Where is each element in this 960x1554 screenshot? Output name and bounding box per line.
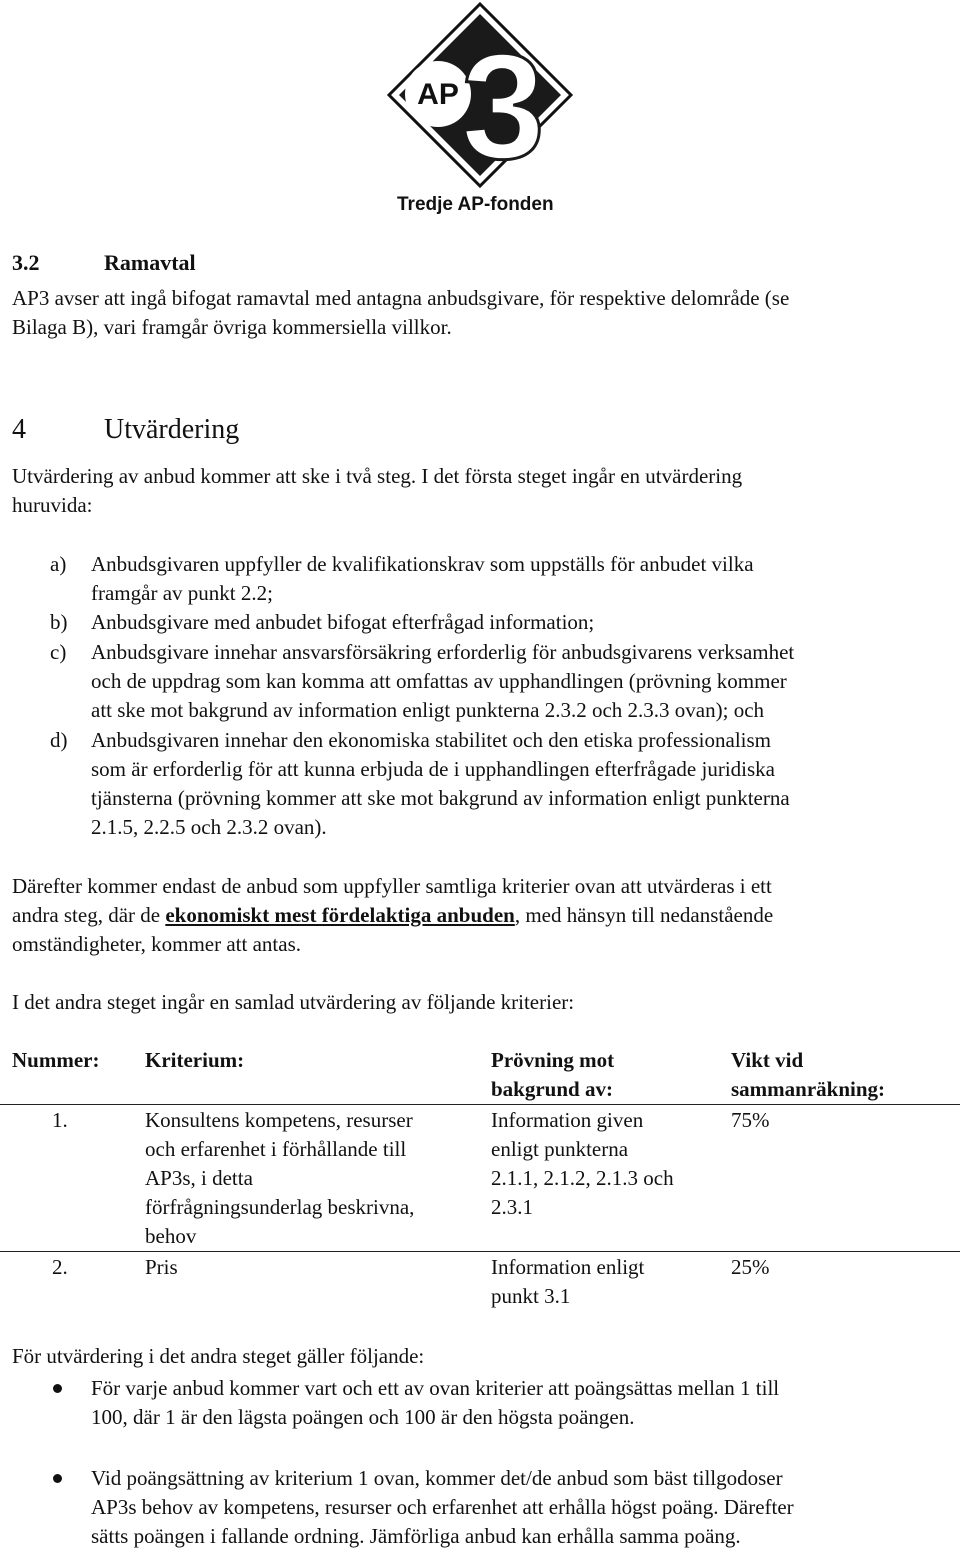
bullet-icon: [53, 1474, 62, 1483]
ap3-logo-mark: [385, 0, 575, 220]
row-1-kriterium-1: Konsultens kompetens, resurser: [145, 1108, 413, 1132]
section-4-number: 4: [12, 414, 26, 445]
table-header-vikt-1: Vikt vid: [731, 1048, 804, 1072]
section-4-intro-1: Utvärdering av anbud kommer att ske i två steg. I det första steget ingår en utvärdering: [12, 464, 743, 488]
table-row: [0, 1253, 960, 1313]
list-c-line-3: att ske mot bakgrund av information enligt punkterna 2.3.2 och 2.3.3 ovan); och: [91, 698, 765, 722]
list-marker-c: c): [50, 640, 67, 664]
section-3-2-line-1: AP3 avser att ingå bifogat ramavtal med antagna anbudsgivare, för respektive delområde (se: [12, 286, 790, 310]
para2-emphasis: ekonomiskt mest fördelaktiga anbuden: [165, 903, 515, 927]
row-2-provning-1: Information enligt: [491, 1255, 645, 1279]
row-1-provning-2: enligt punkterna: [491, 1137, 629, 1161]
section-4-title: Utvärdering: [104, 414, 240, 445]
row-2-vikt: 25%: [731, 1255, 770, 1279]
row-1-kriterium-3: AP3s, i detta: [145, 1166, 253, 1190]
list-marker-d: d): [50, 728, 68, 752]
ap3-logo: [385, 0, 575, 220]
bullet-1-line-2: 100, där 1 är den lägsta poängen och 100 är den högsta poängen.: [91, 1405, 635, 1429]
row-1-kriterium-4: förfrågningsunderlag beskrivna,: [145, 1195, 415, 1219]
bullet-2-line-2: AP3s behov av kompetens, resurser och erfarenhet att erhålla högst poäng. Därefter: [91, 1495, 794, 1519]
row-1-kriterium-2: och erfarenhet i förhållande till: [145, 1137, 407, 1161]
bullet-2-line-1: Vid poängsättning av kriterium 1 ovan, kommer det/de anbud som bäst tillgodoser: [91, 1466, 783, 1490]
section-3-2-number: 3.2: [12, 250, 40, 275]
para2-line-2-post: , med hänsyn till nedanstående: [514, 903, 774, 927]
table-header-kriterium: Kriterium:: [145, 1048, 245, 1072]
list-d-line-1: Anbudsgivaren innehar den ekonomiska stabilitet och den etiska professionalism: [91, 728, 772, 752]
row-2-nummer: 2.: [52, 1255, 68, 1279]
table-row-rule: [0, 1251, 960, 1252]
list-a-line-2: framgår av punkt 2.2;: [91, 581, 273, 605]
list-a-line-1: Anbudsgivaren uppfyller de kvalifikationskrav som uppställs för anbudet vilka: [91, 552, 754, 576]
para3: I det andra steget ingår en samlad utvärdering av följande kriterier:: [12, 990, 575, 1014]
list-d-line-3: tjänsterna (prövning kommer att ske mot bakgrund av information enligt punkterna: [91, 786, 790, 810]
row-1-nummer: 1.: [52, 1108, 68, 1132]
list-d-line-2: som är erforderlig för att kunna erbjuda de i upphandlingen efterfrågade juridiska: [91, 757, 775, 781]
table-header-rule: [0, 1104, 960, 1105]
section-3-2-title: Ramavtal: [104, 250, 196, 275]
para2-line-2: [12, 901, 773, 930]
row-1-provning-4: 2.3.1: [491, 1195, 533, 1219]
table-header-nummer: Nummer:: [12, 1048, 100, 1072]
row-1-provning-1: Information given: [491, 1108, 644, 1132]
table-row: [0, 1106, 960, 1252]
list-marker-a: a): [50, 552, 67, 576]
table-header-vikt-2: sammanräkning:: [731, 1077, 886, 1101]
table-header-provning-1: Prövning mot: [491, 1048, 615, 1072]
criteria-table: [0, 1046, 960, 1316]
list-b-line-1: Anbudsgivare med anbudet bifogat efterfrågad information;: [91, 610, 595, 634]
para4: För utvärdering i det andra steget gäller följande:: [12, 1344, 425, 1368]
row-1-vikt: 75%: [731, 1108, 770, 1132]
row-2-provning-2: punkt 3.1: [491, 1284, 571, 1308]
bullet-icon: [53, 1384, 62, 1393]
para2-line-3: omständigheter, kommer att antas.: [12, 932, 301, 956]
list-marker-b: b): [50, 610, 68, 634]
list-c-line-1: Anbudsgivare innehar ansvarsförsäkring erforderlig för anbudsgivarens verksamhet: [91, 640, 795, 664]
logo-ap-text: AP: [417, 78, 459, 111]
bullet-1-line-1: För varje anbud kommer vart och ett av ovan kriterier att poängsättas mellan 1 till: [91, 1376, 780, 1400]
para2-line-1: Därefter kommer endast de anbud som uppfyller samtliga kriterier ovan att utvärderas i ett: [12, 874, 772, 898]
list-d-line-4: 2.1.5, 2.2.5 och 2.3.2 ovan).: [91, 815, 327, 839]
para2-line-2-pre: andra steg, där de: [12, 903, 166, 927]
section-3-2-line-2: Bilaga B), vari framgår övriga kommersiella villkor.: [12, 315, 452, 339]
logo-number: 3: [461, 22, 545, 190]
bullet-2-line-3: sätts poängen i fallande ordning. Jämförliga anbud kan erhålla samma poäng.: [91, 1524, 741, 1548]
list-c-line-2: och de uppdrag som kan komma att omfattas av upphandlingen (prövning kommer: [91, 669, 787, 693]
section-4-intro-2: huruvida:: [12, 493, 93, 517]
row-2-kriterium-1: Pris: [145, 1255, 178, 1279]
table-header-provning-2: bakgrund av:: [491, 1077, 613, 1101]
row-1-provning-3: 2.1.1, 2.1.2, 2.1.3 och: [491, 1166, 674, 1190]
row-1-kriterium-5: behov: [145, 1224, 197, 1248]
logo-caption: Tredje AP-fonden: [397, 194, 554, 215]
